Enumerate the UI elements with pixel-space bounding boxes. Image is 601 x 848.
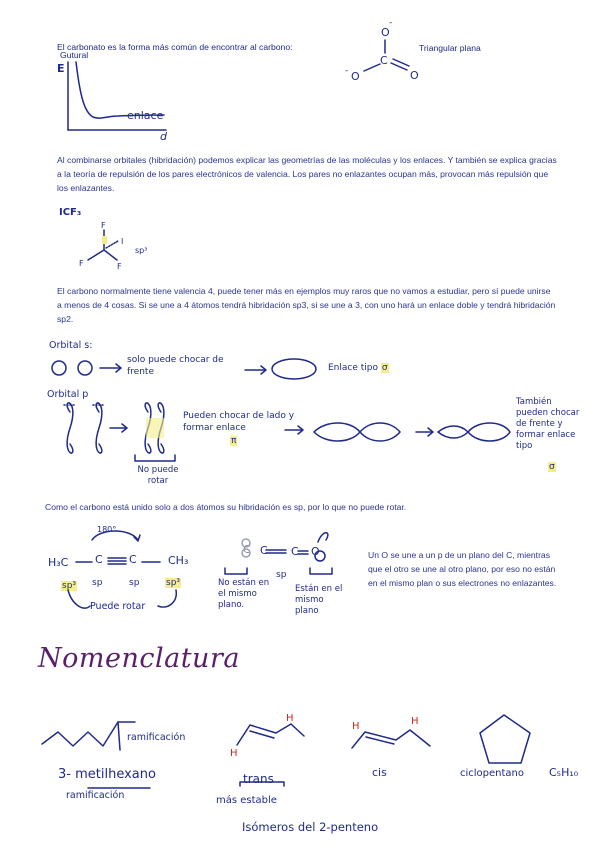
allene-paragraph: Un O se une a un p de un plano del C, mientras que el otro se une al otro plano, por eso no están en el mismo plan o sus electrones no enlazantes. bbox=[368, 550, 557, 588]
enlace-label: enlace bbox=[127, 109, 164, 122]
orbital-s-label: Orbital s: bbox=[49, 340, 93, 351]
enlace-sigma-label: Enlace tipo σ bbox=[328, 363, 388, 373]
cis-h-right: H bbox=[411, 716, 419, 727]
sp-2: sp bbox=[129, 578, 140, 588]
alkyne-drawing bbox=[68, 531, 176, 608]
trans-skeleton bbox=[237, 724, 304, 786]
sigma-badge: σ bbox=[381, 363, 388, 373]
icf3-formula: ICF₃ bbox=[59, 207, 82, 218]
shape-label: Triangular plana bbox=[419, 43, 481, 53]
atom-o-left: O bbox=[351, 70, 360, 83]
allene-drawing bbox=[225, 533, 332, 574]
puede-rotar-label: Puede rotar bbox=[90, 601, 146, 612]
ramificacion-under: ramificación bbox=[66, 790, 125, 801]
angle-label: 180° bbox=[97, 525, 117, 534]
icf3-hybrid: sp³ bbox=[135, 246, 148, 255]
allene-c3: C bbox=[291, 545, 299, 558]
metilhexano-name: 3- metilhexano bbox=[58, 767, 156, 782]
ciclopentano-ring bbox=[480, 715, 530, 763]
sp3-left: sp³ bbox=[62, 581, 77, 591]
alkyne-right: CH₃ bbox=[168, 554, 189, 567]
x-axis-label: d bbox=[160, 130, 167, 143]
cis-skeleton bbox=[352, 730, 430, 748]
metilhexano-skeleton bbox=[42, 722, 150, 788]
gutural-label: Gutural bbox=[60, 50, 89, 60]
ramificacion-label: ramificación bbox=[127, 732, 186, 743]
atom-c: C bbox=[380, 54, 388, 67]
valence-paragraph: El carbono normalmente tiene valencia 4, puede tener más en ejemplos muy raros que no vamos a estudiar, pero sí puede unirse a menos de 4 cosas. Si se une a 4 átomos tendrá hibridación sp3, si se une a 3, con uno hará un enlace doble y tendrá hibridación sp2. bbox=[57, 286, 556, 324]
atom-o-right: O bbox=[410, 69, 419, 82]
orbital-s-drawing bbox=[52, 359, 316, 379]
sp-1: sp bbox=[92, 578, 103, 588]
alkyne-c1: C bbox=[95, 553, 103, 566]
intro-text: El carbonato es la forma más común de encontrar al carbono: bbox=[57, 42, 293, 52]
orbital-p-drawing bbox=[64, 403, 510, 461]
nomenclature-title: Nomenclatura bbox=[38, 643, 240, 674]
ciclopentano-label: ciclopentano bbox=[460, 768, 525, 779]
icf3-f-right: F bbox=[117, 262, 122, 271]
allene-c1: C bbox=[243, 543, 251, 556]
y-axis-label: E bbox=[57, 62, 65, 75]
alkyne-left: H₃C bbox=[48, 556, 69, 569]
not-same-plane: No están en el mismo plano. bbox=[218, 578, 270, 610]
charge-top: - bbox=[389, 18, 393, 28]
orbital-p-note: Pueden chocar de lado y formar enlace bbox=[183, 411, 295, 433]
same-plane: Están en el mismo plano bbox=[295, 584, 343, 616]
trans-h-bottom: H bbox=[230, 748, 238, 759]
charge-left: - bbox=[345, 66, 349, 76]
alkyne-c2: C bbox=[129, 553, 137, 566]
hybridization-paragraph: Al combinarse orbitales (hibridación) podemos explicar las geometrías de las moléculas y los enlaces. Y también se explica gracias a la teoría de repulsión de los pares electrónicos de valencia. Los pares no enlazantes ocupan más, provocan más repulsión que los enlazantes. bbox=[57, 155, 557, 193]
icf3-i: I bbox=[121, 237, 124, 246]
energy-graph bbox=[68, 62, 166, 130]
carbonate-bonds bbox=[364, 40, 409, 71]
icf3-f-left: F bbox=[79, 259, 84, 268]
icf3-f-top: F bbox=[101, 221, 106, 230]
no-rotar-label: No puede rotar bbox=[137, 465, 179, 486]
orbital-p-label: Orbital p bbox=[47, 389, 89, 400]
allene-c2: C bbox=[260, 544, 268, 557]
allene-sp: sp bbox=[276, 570, 287, 580]
sigma-badge-2: σ bbox=[549, 462, 555, 472]
atom-o-top: O bbox=[381, 26, 390, 39]
sp3-right: sp³ bbox=[166, 578, 181, 588]
trans-h-top: H bbox=[286, 713, 294, 724]
trans-label: trans bbox=[243, 772, 274, 786]
cis-label: cis bbox=[372, 766, 387, 779]
cis-h-left: H bbox=[352, 721, 360, 732]
allene-o: O bbox=[311, 545, 320, 558]
pi-badge: π bbox=[231, 436, 237, 446]
ciclopentano-formula: C₅H₁₀ bbox=[549, 766, 579, 779]
mas-estable-label: más estable bbox=[216, 795, 277, 806]
orbital-s-note: solo puede chocar de frente bbox=[127, 355, 224, 377]
orbital-p-side-note: También pueden chocar de frente y formar enlace tipo bbox=[516, 397, 580, 451]
isomeros-label: Isómeros del 2-penteno bbox=[242, 820, 379, 834]
sp-paragraph: Como el carbono está unido solo a dos átomos su hibridación es sp, por lo que no puede rotar. bbox=[45, 502, 407, 512]
icf3-structure bbox=[88, 230, 118, 260]
